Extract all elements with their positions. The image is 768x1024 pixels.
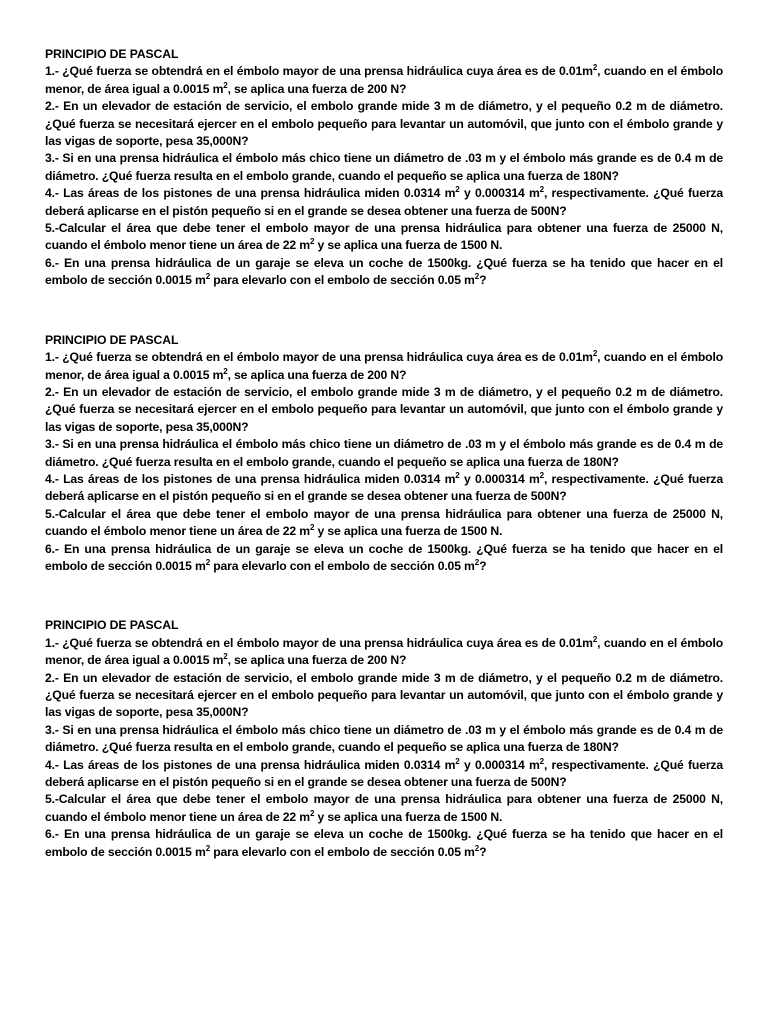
question-4: 4.- Las áreas de los pistones de una prensa hidráulica miden 0.0314 $m^2$ y 0.000314 $m^2$, respectivamente. ¿Qué fuerza deberá aplicarse en el pistón pequeño si en el grande se desea obtener una fuerza de 500N? <box>45 470 724 504</box>
question-4: 4.- Las áreas de los pistones de una prensa hidráulica miden 0.0314 $m^2$ y 0.000314 $m^2$, respectivamente. ¿Qué fuerza deberá aplicarse en el pistón pequeño si en el grande se desea obtener una fuerza de 500N? <box>45 185 724 218</box>
block-title: PRINCIPIO DE PASCAL <box>45 618 179 633</box>
exercise-block-1 <box>45 46 723 290</box>
block-title: PRINCIPIO DE PASCAL <box>45 332 179 347</box>
question-3: 3.- Si en una prensa hidráulica el émbolo más chico tiene un diámetro de .03 m y el émbolo más grande es de 0.4 m de diámetro. ¿Qué fuerza resulta en el embolo grande, cuando el pequeño se aplica una fuerza de 180N? <box>45 722 723 755</box>
question-2: 2.- En un elevador de estación de servicio, el embolo grande mide 3 m de diámetro, y el pequeño 0.2 m de diámetro. ¿Qué fuerza se necesitará ejercer en el embolo pequeño para levantar un automóvil, que junto con el émbolo grande y las vigas de soporte, pesa 35,000N? <box>45 99 723 149</box>
question-6: 6.- En una prensa hidráulica de un garaje se eleva un coche de 1500kg. ¿Qué fuerza se ha tenido que hacer en el embolo de sección 0.0015 $m^2$ para elevarlo con el embolo de sección 0.05 $m^2$? <box>45 827 723 859</box>
question-1: 1.- ¿Qué fuerza se obtendrá en el émbolo mayor de una prensa hidráulica cuya área es de $0.01m^2$, cuando en el émbolo menor, de área igual a 0.0015 $m^2$, se aplica una fuerza de 200 N? <box>45 634 723 668</box>
question-3: 3.- Si en una prensa hidráulica el émbolo más chico tiene un diámetro de .03 m y el émbolo más grande es de 0.4 m de diámetro. ¿Qué fuerza resulta en el embolo grande, cuando el pequeño se aplica una fuerza de 180N? <box>45 437 723 469</box>
block-title: PRINCIPIO DE PASCAL <box>45 47 179 61</box>
question-3: 3.- Si en una prensa hidráulica el émbolo más chico tiene un diámetro de .03 m y el émbolo más grande es de 0.4 m de diámetro. ¿Qué fuerza resulta en el embolo grande, cuando el pequeño se aplica una fuerza de 180N? <box>45 151 723 183</box>
question-6: 6.- En una prensa hidráulica de un garaje se eleva un coche de 1500kg. ¿Qué fuerza se ha tenido que hacer en el embolo de sección 0.0015 $m^2$ para elevarlo con el embolo de sección 0.05 $m^2$? <box>45 541 723 573</box>
question-5: 5.-Calcular el área que debe tener el embolo mayor de una prensa hidráulica para obtener una fuerza de 25000 N, cuando el émbolo menor tiene un área de 22 $m^2$ y se aplica una fuerza de 1500 N. <box>45 221 723 253</box>
exercise-block-2 <box>45 332 723 576</box>
question-5: 5.-Calcular el área que debe tener el embolo mayor de una prensa hidráulica para obtener una fuerza de 25000 N, cuando el émbolo menor tiene un área de 22 $m^2$ y se aplica una fuerza de 1500 N. <box>45 792 723 824</box>
document-page <box>45 46 723 903</box>
question-5: 5.-Calcular el área que debe tener el embolo mayor de una prensa hidráulica para obtener una fuerza de 25000 N, cuando el émbolo menor tiene un área de 22 $m^2$ y se aplica una fuerza de 1500 N. <box>45 506 723 539</box>
question-2: 2.- En un elevador de estación de servicio, el embolo grande mide 3 m de diámetro, y el pequeño 0.2 m de diámetro. ¿Qué fuerza se necesitará ejercer en el embolo pequeño para levantar un automóvil, que junto con el émbolo grande y las vigas de soporte, pesa 35,000N? <box>45 670 723 720</box>
question-1: 1.- ¿Qué fuerza se obtendrá en el émbolo mayor de una prensa hidráulica cuya área es de $0.01m^2$, cuando en el émbolo menor, de área igual a 0.0015 $m^2$, se aplica una fuerza de 200 N? <box>45 349 723 382</box>
exercise-block-3 <box>45 617 723 861</box>
question-1: 1.- ¿Qué fuerza se obtendrá en el émbolo mayor de una prensa hidráulica cuya área es de $0.01m^2$, cuando en el émbolo menor, de área igual a 0.0015 $m^2$, se aplica una fuerza de 200 N? <box>45 63 723 96</box>
question-4: 4.- Las áreas de los pistones de una prensa hidráulica miden 0.0314 $m^2$ y 0.000314 $m^2$, respectivamente. ¿Qué fuerza deberá aplicarse en el pistón pequeño si en el grande se desea obtener una fuerza de 500N? <box>45 756 724 790</box>
question-6: 6.- En una prensa hidráulica de un garaje se eleva un coche de 1500kg. ¿Qué fuerza se ha tenido que hacer en el embolo de sección 0.0015 $m^2$ para elevarlo con el embolo de sección 0.05 $m^2$? <box>45 255 723 288</box>
question-2: 2.- En un elevador de estación de servicio, el embolo grande mide 3 m de diámetro, y el pequeño 0.2 m de diámetro. ¿Qué fuerza se necesitará ejercer en el embolo pequeño para levantar un automóvil, que junto con el émbolo grande y las vigas de soporte, pesa 35,000N? <box>45 384 723 434</box>
